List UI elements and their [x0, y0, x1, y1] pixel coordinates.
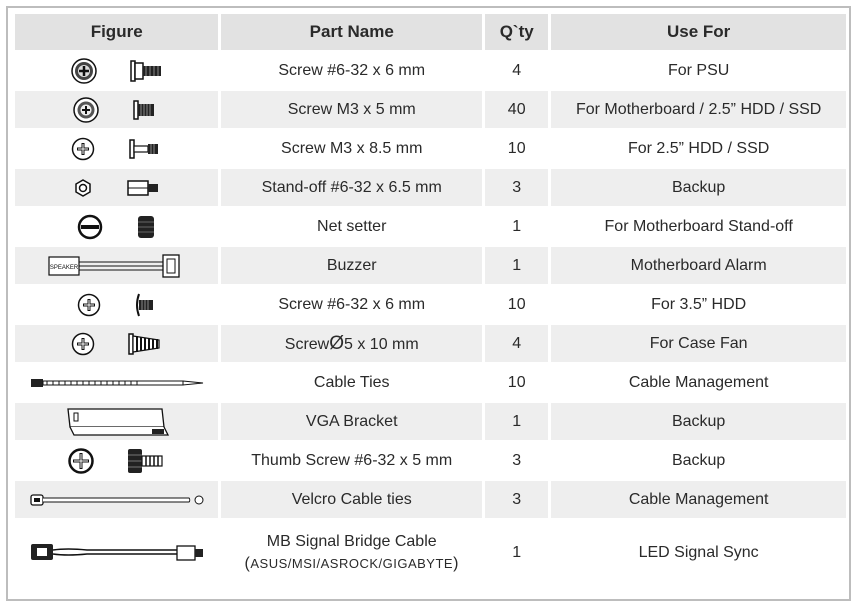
use-for-cell: Cable Management — [551, 481, 846, 518]
qty-cell: 10 — [507, 295, 526, 313]
table-row — [15, 208, 846, 245]
part-name-cell: Screw #6-32 x 6 mm — [278, 295, 426, 313]
thumb-screw-head-icon — [68, 448, 94, 474]
use-for-cell: For Motherboard Stand-off — [604, 217, 793, 235]
table-row — [15, 286, 846, 323]
qty-cell: 4 — [512, 61, 522, 79]
qty-cell: 10 — [507, 373, 526, 391]
standoff-side-icon — [125, 178, 161, 198]
table-row — [15, 325, 846, 362]
use-for-cell: For 3.5” HDD — [651, 295, 747, 313]
use-for-cell: Motherboard Alarm — [551, 247, 846, 284]
qty-cell: 3 — [485, 169, 548, 206]
phillips-washer-screw-head-icon — [73, 97, 99, 123]
qty-cell: 40 — [485, 91, 548, 128]
qty-cell: 3 — [512, 451, 522, 469]
qty-cell: 10 — [507, 139, 526, 157]
figure-cell — [15, 364, 218, 401]
use-for-cell: For PSU — [667, 61, 730, 79]
speaker-buzzer-icon — [47, 251, 187, 281]
part-name-cell: VGA Bracket — [221, 403, 482, 440]
figure-cell — [15, 169, 218, 206]
figure-cell — [15, 247, 218, 284]
net-setter-top-icon — [77, 214, 103, 240]
part-name-cell: Net setter — [317, 217, 387, 235]
header-row — [15, 14, 846, 50]
figure-cell — [15, 130, 218, 167]
figure-cell — [15, 481, 218, 518]
figure-cell — [15, 520, 218, 586]
header-qty: Q`ty — [485, 14, 548, 50]
part-name-suffix: 5 x 10 mm — [344, 335, 419, 353]
part-name-cell: Buzzer — [221, 247, 482, 284]
use-for-cell: For 2.5” HDD / SSD — [627, 139, 770, 157]
brands-text: ASUS/MSI/ASROCK/GIGABYTE — [250, 556, 454, 571]
hex-standoff-top-icon — [73, 178, 93, 198]
mushroom-screw-side-icon — [133, 292, 157, 318]
part-name-cell: Screw #6-32 x 6 mm — [278, 61, 426, 79]
phillips-flange-screw-head-icon — [71, 58, 97, 84]
use-for-cell: Backup — [551, 403, 846, 440]
vga-bracket-icon — [64, 405, 170, 439]
qty-cell: 3 — [485, 481, 548, 518]
qty-cell: 1 — [512, 544, 522, 561]
cable-tie-icon — [29, 377, 205, 389]
header-part-name: Part Name — [221, 14, 482, 50]
phillips-screw-head-icon — [71, 332, 95, 356]
qty-cell: 4 — [485, 325, 548, 362]
header-use-for: Use For — [551, 14, 846, 50]
use-for-cell: For Case Fan — [551, 325, 846, 362]
use-for-cell: Cable Management — [628, 373, 769, 391]
use-for-cell: Backup — [671, 451, 726, 469]
table-row — [15, 91, 846, 128]
parts-table-frame — [6, 6, 851, 601]
figure-cell — [15, 208, 218, 245]
buzzer-label: SPEAKER — [49, 264, 78, 271]
part-name-cell: Cable Ties — [313, 373, 390, 391]
net-setter-side-icon — [135, 214, 157, 240]
table-row — [15, 520, 846, 586]
phillips-screw-head-icon — [77, 293, 101, 317]
velcro-tie-icon — [29, 492, 205, 508]
long-m3-screw-side-icon — [127, 138, 163, 160]
use-for-cell: LED Signal Sync — [638, 544, 759, 561]
thumb-screw-side-icon — [126, 447, 166, 475]
paren-open: ( — [244, 555, 251, 572]
figure-cell — [15, 442, 218, 479]
table-row — [15, 364, 846, 401]
qty-cell: 1 — [512, 217, 522, 235]
figure-cell — [15, 91, 218, 128]
table-row — [15, 442, 846, 479]
qty-cell: 1 — [485, 247, 548, 284]
part-name-cell: Stand-off #6-32 x 6.5 mm — [221, 169, 482, 206]
figure-cell — [15, 325, 218, 362]
header-figure: Figure — [15, 14, 218, 50]
table-row — [15, 481, 846, 518]
table-row — [15, 169, 846, 206]
part-name-brands — [221, 555, 482, 573]
signal-bridge-cable-icon — [27, 536, 207, 570]
qty-cell: 1 — [485, 403, 548, 440]
use-for-cell: Backup — [551, 169, 846, 206]
diameter-symbol: Ø — [329, 332, 344, 354]
part-name-prefix: Screw — [284, 335, 330, 353]
part-name-cell: Screw M3 x 5 mm — [221, 91, 482, 128]
table-row — [15, 52, 846, 89]
figure-cell — [15, 52, 218, 89]
table-row — [15, 247, 846, 284]
phillips-screw-head-icon — [71, 137, 95, 161]
parts-table — [12, 12, 849, 588]
figure-cell — [15, 286, 218, 323]
part-name-cell — [221, 325, 482, 362]
use-for-cell: For Motherboard / 2.5” HDD / SSD — [551, 91, 846, 128]
paren-close: ) — [453, 555, 459, 572]
part-name-cell: Velcro Cable ties — [221, 481, 482, 518]
part-name-cell: Screw M3 x 8.5 mm — [281, 139, 423, 157]
part-name-main: MB Signal Bridge Cable — [266, 533, 437, 550]
hex-flange-screw-side-icon — [129, 59, 163, 83]
fan-screw-side-icon — [127, 332, 163, 356]
figure-cell — [15, 403, 218, 440]
table-row — [15, 130, 846, 167]
part-name-cell: Thumb Screw #6-32 x 5 mm — [251, 451, 453, 469]
part-name-cell — [221, 520, 482, 586]
table-row — [15, 403, 846, 440]
m3-screw-side-icon — [131, 99, 161, 121]
